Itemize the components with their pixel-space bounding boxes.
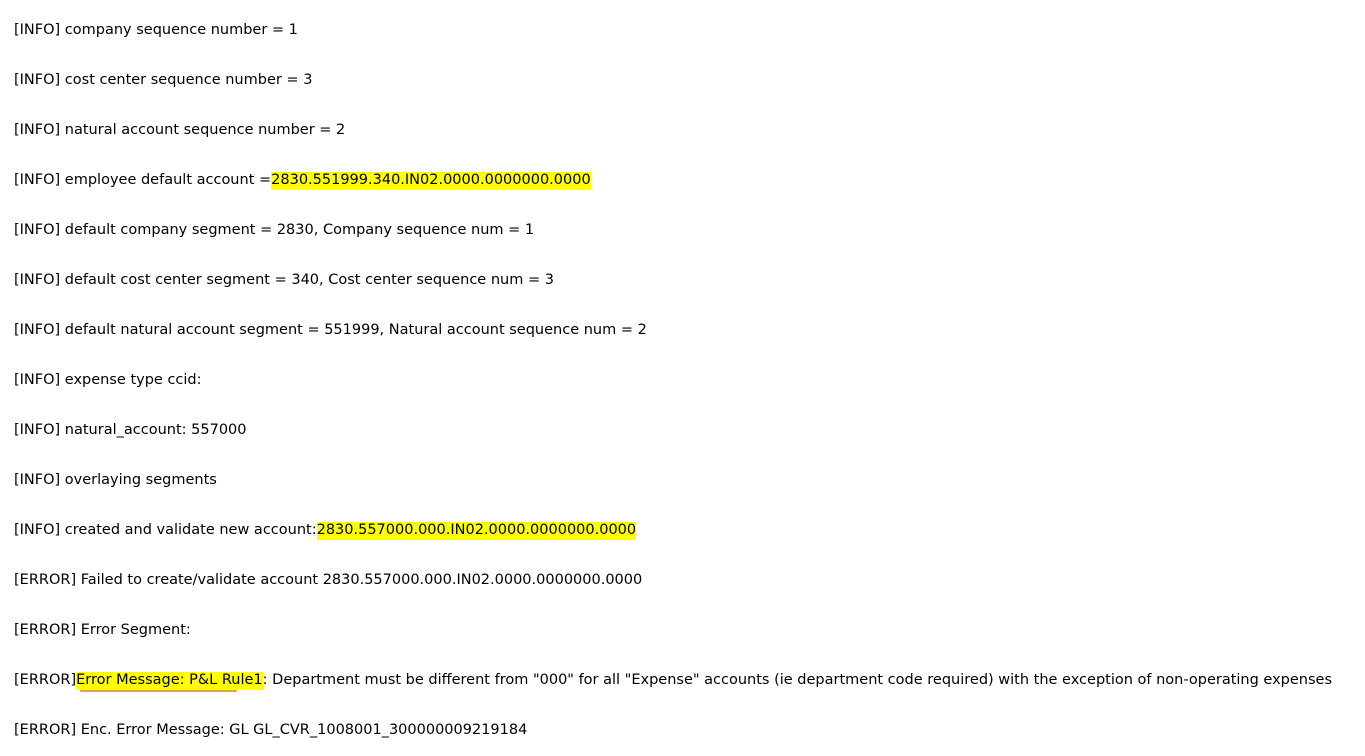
log-text: : Department must be different from "000" for all "Expense" accounts (ie department code required) with the exception of non-operating expenses (262, 672, 1333, 689)
log-text: [INFO] created and validate new account: (14, 522, 317, 539)
log-text: [INFO] default company segment = 2830, Company sequence num = 1 (14, 222, 535, 239)
log-text: [INFO] employee default account = (14, 172, 272, 189)
log-line (14, 556, 1365, 606)
log-text: [ERROR] Error Segment: (14, 622, 191, 639)
log-text: [INFO] default natural account segment = 551999, Natural account sequence num = 2 (14, 322, 647, 339)
log-line (14, 406, 1365, 456)
log-line (14, 256, 1365, 306)
log-text: [ERROR] Failed to create/validate account 2830.557000.000.IN02.0000.0000000.0000 (14, 572, 643, 589)
log-text: [INFO] default cost center segment = 340, Cost center sequence num = 3 (14, 272, 554, 289)
highlighted-text: 2830.551999.340.IN02.0000.0000000.0000 (271, 172, 591, 189)
log-line (14, 6, 1365, 56)
log-line (14, 356, 1365, 406)
log-text: [INFO] company sequence number = 1 (14, 22, 298, 39)
log-text: [INFO] natural_account: 557000 (14, 422, 247, 439)
log-line (14, 506, 1365, 556)
log-text: [INFO] cost center sequence number = 3 (14, 72, 313, 89)
log-text: [INFO] natural account sequence number = 2 (14, 122, 346, 139)
highlighted-text: 2830.557000.000.IN02.0000.0000000.0000 (316, 522, 637, 539)
log-line (14, 106, 1365, 156)
log-text: [INFO] overlaying segments (14, 472, 217, 489)
log-line (14, 456, 1365, 506)
log-line (14, 606, 1365, 656)
log-text: [ERROR] (14, 672, 77, 689)
log-line (14, 156, 1365, 206)
log-text: [INFO] expense type ccid: (14, 372, 202, 389)
log-text: [ERROR] Enc. Error Message: GL GL_CVR_1008001_300000009219184 (14, 722, 528, 739)
highlighted-text: Error Message: P&L Rule1 (76, 672, 263, 689)
log-line (14, 706, 1365, 756)
log-line (14, 306, 1365, 356)
log-line (14, 656, 1365, 706)
log-line (14, 56, 1365, 106)
log-line (14, 206, 1365, 256)
